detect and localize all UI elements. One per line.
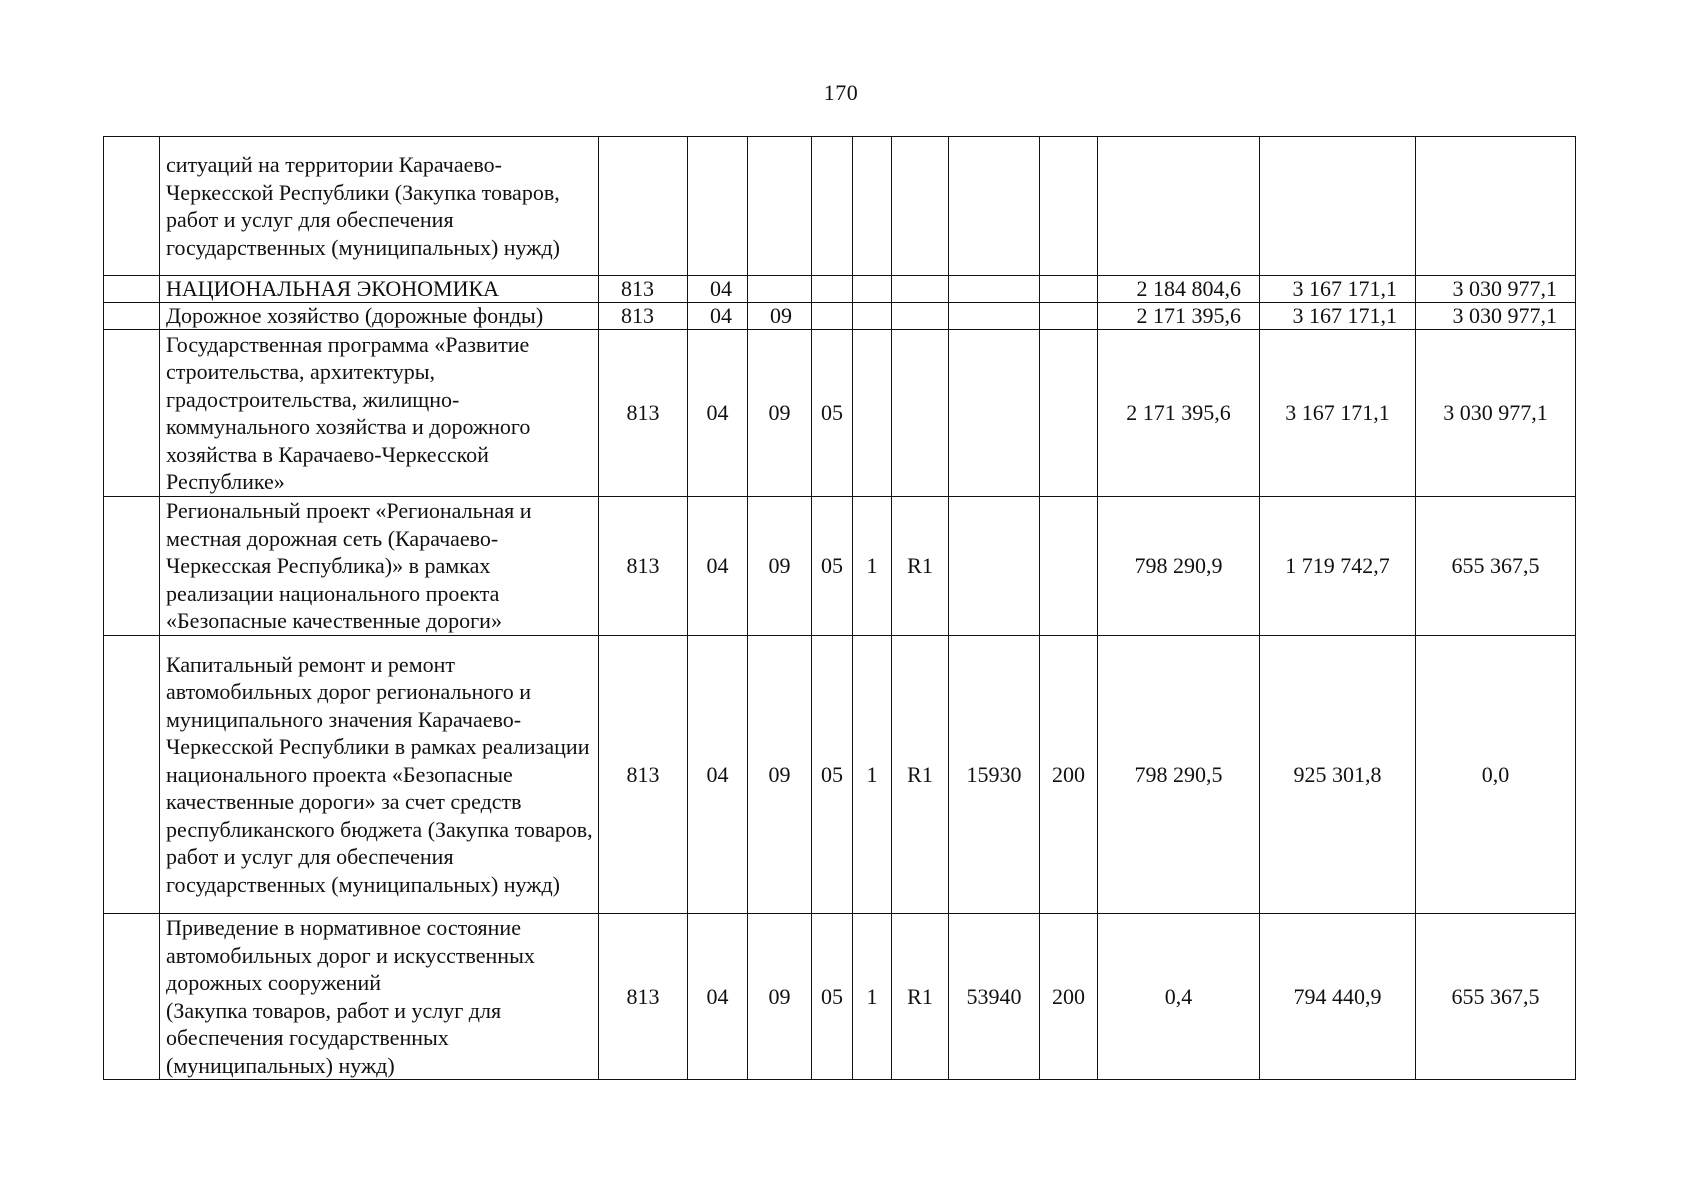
subprogram-code-cell [853, 330, 892, 497]
ministry-code-cell: 813 [599, 497, 688, 636]
row-name-cell: НАЦИОНАЛЬНАЯ ЭКОНОМИКА [160, 276, 599, 303]
ministry-code-cell: 813 [599, 276, 688, 303]
row-number-cell [104, 330, 160, 497]
amount-year2-cell: 3 167 171,1 [1260, 276, 1416, 303]
table-row [104, 914, 1576, 1080]
row-name-cell: Государственная программа «Развитие строительства, архитектуры, градостроительства, жилищно-коммунального хозяйства и дорожного хозяйства в Карачаево-Черкесской Республике» [160, 330, 599, 497]
row-number-cell [104, 914, 160, 1080]
direction-code-cell: 15930 [949, 636, 1040, 914]
amount-year1-cell: 2 184 804,6 [1098, 276, 1260, 303]
direction-code-cell: 53940 [949, 914, 1040, 1080]
project-code-cell [892, 137, 949, 276]
amount-year3-cell: 3 030 977,1 [1416, 303, 1576, 330]
amount-year1-cell: 798 290,5 [1098, 636, 1260, 914]
section-code-cell: 04 [688, 330, 748, 497]
table-row [104, 330, 1576, 497]
subsection-code-cell: 09 [748, 636, 812, 914]
program-code-cell: 05 [812, 636, 853, 914]
expense-type-cell [1040, 497, 1098, 636]
table-row [104, 636, 1576, 914]
program-code-cell: 05 [812, 914, 853, 1080]
subsection-code-cell: 09 [748, 330, 812, 497]
subsection-code-cell [748, 276, 812, 303]
direction-code-cell [949, 330, 1040, 497]
project-code-cell [892, 303, 949, 330]
expense-type-cell: 200 [1040, 636, 1098, 914]
section-code-cell: 04 [688, 276, 748, 303]
subsection-code-cell: 09 [748, 914, 812, 1080]
table-row [104, 276, 1576, 303]
row-number-cell [104, 303, 160, 330]
project-code-cell: R1 [892, 636, 949, 914]
expense-type-cell [1040, 137, 1098, 276]
subprogram-code-cell [853, 303, 892, 330]
section-code-cell: 04 [688, 497, 748, 636]
direction-code-cell [949, 276, 1040, 303]
amount-year2-cell: 1 719 742,7 [1260, 497, 1416, 636]
expense-type-cell [1040, 330, 1098, 497]
amount-year2-cell: 794 440,9 [1260, 914, 1416, 1080]
row-number-cell [104, 636, 160, 914]
project-code-cell [892, 276, 949, 303]
expense-type-cell [1040, 303, 1098, 330]
amount-year3-cell [1416, 137, 1576, 276]
program-code-cell [812, 303, 853, 330]
ministry-code-cell: 813 [599, 303, 688, 330]
row-number-cell [104, 137, 160, 276]
table-body [104, 137, 1576, 1080]
amount-year3-cell: 0,0 [1416, 636, 1576, 914]
table-row [104, 137, 1576, 276]
program-code-cell [812, 137, 853, 276]
project-code-cell: R1 [892, 497, 949, 636]
project-code-cell: R1 [892, 914, 949, 1080]
amount-year1-cell: 2 171 395,6 [1098, 303, 1260, 330]
direction-code-cell [949, 497, 1040, 636]
budget-table [103, 136, 1576, 1080]
page-number: 170 [823, 80, 859, 105]
section-code-cell: 04 [688, 636, 748, 914]
subprogram-code-cell: 1 [853, 636, 892, 914]
amount-year2-cell: 925 301,8 [1260, 636, 1416, 914]
subsection-code-cell: 09 [748, 497, 812, 636]
section-code-cell: 04 [688, 914, 748, 1080]
row-name-cell: ситуаций на территории Карачаево-Черкесской Республики (Закупка товаров, работ и услуг для обеспечения государственных (муниципальных) нужд) [160, 137, 599, 276]
amount-year1-cell: 2 171 395,6 [1098, 330, 1260, 497]
row-name-cell: Дорожное хозяйство (дорожные фонды) [160, 303, 599, 330]
row-name-cell: Приведение в нормативное состояние автомобильных дорог и искусственных дорожных сооружений (Закупка товаров, работ и услуг для обеспечения государственных (муниципальных) нужд) [160, 914, 599, 1080]
amount-year3-cell: 655 367,5 [1416, 497, 1576, 636]
program-code-cell: 05 [812, 497, 853, 636]
table-row [104, 303, 1576, 330]
amount-year3-cell: 655 367,5 [1416, 914, 1576, 1080]
amount-year1-cell: 798 290,9 [1098, 497, 1260, 636]
direction-code-cell [949, 303, 1040, 330]
amount-year2-cell: 3 167 171,1 [1260, 330, 1416, 497]
amount-year3-cell: 3 030 977,1 [1416, 276, 1576, 303]
expense-type-cell: 200 [1040, 914, 1098, 1080]
subprogram-code-cell: 1 [853, 497, 892, 636]
ministry-code-cell [599, 137, 688, 276]
ministry-code-cell: 813 [599, 330, 688, 497]
amount-year1-cell: 0,4 [1098, 914, 1260, 1080]
subsection-code-cell [748, 137, 812, 276]
row-number-cell [104, 276, 160, 303]
amount-year3-cell: 3 030 977,1 [1416, 330, 1576, 497]
subprogram-code-cell: 1 [853, 914, 892, 1080]
row-name-cell: Капитальный ремонт и ремонт автомобильных дорог регионального и муниципального значения Карачаево-Черкесской Республики в рамках реализации национального проекта «Безопасные качественные дороги» за счет средств республиканского бюджета (Закупка товаров, работ и услуг для обеспечения государственных (муниципальных) нужд) [160, 636, 599, 914]
subsection-code-cell: 09 [748, 303, 812, 330]
subprogram-code-cell [853, 137, 892, 276]
project-code-cell [892, 330, 949, 497]
table-row [104, 497, 1576, 636]
program-code-cell: 05 [812, 330, 853, 497]
section-code-cell: 04 [688, 303, 748, 330]
expense-type-cell [1040, 276, 1098, 303]
section-code-cell [688, 137, 748, 276]
amount-year2-cell [1260, 137, 1416, 276]
direction-code-cell [949, 137, 1040, 276]
program-code-cell [812, 276, 853, 303]
ministry-code-cell: 813 [599, 636, 688, 914]
row-number-cell [104, 497, 160, 636]
subprogram-code-cell [853, 276, 892, 303]
row-name-cell: Региональный проект «Региональная и местная дорожная сеть (Карачаево-Черкесская Республика)» в рамках реализации национального проекта «Безопасные качественные дороги» [160, 497, 599, 636]
ministry-code-cell: 813 [599, 914, 688, 1080]
amount-year1-cell [1098, 137, 1260, 276]
amount-year2-cell: 3 167 171,1 [1260, 303, 1416, 330]
